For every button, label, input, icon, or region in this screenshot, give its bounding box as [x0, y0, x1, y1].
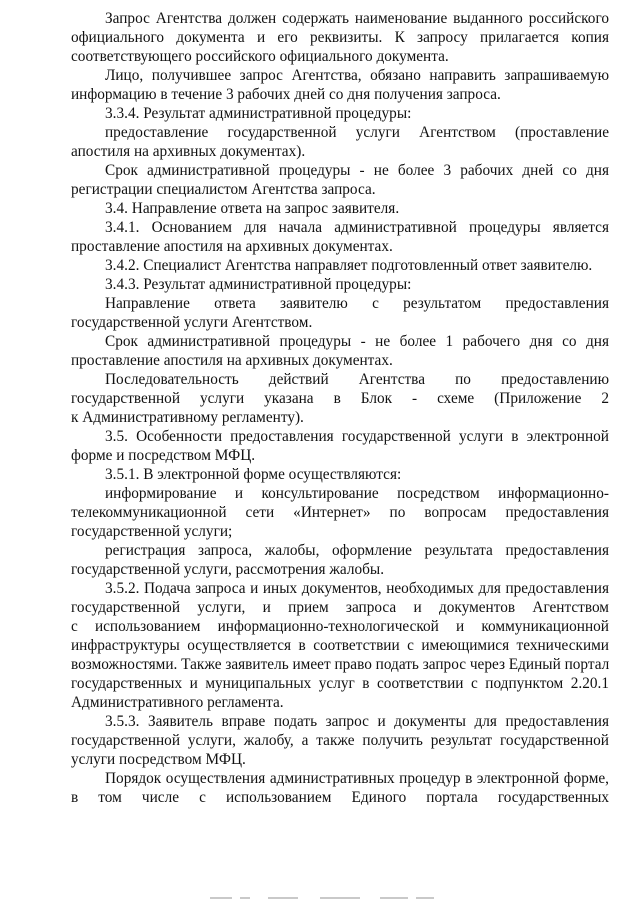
text-line: Последовательность действий Агентства по предоставлению: [105, 371, 609, 388]
text-line: Направление ответа заявителю с результатом предоставления: [105, 295, 609, 312]
text-line: 3.4.1. Основанием для начала административной процедуры является: [105, 219, 609, 236]
text-line: 3.4.2. Специалист Агентства направляет подготовленный ответ заявителю.: [105, 257, 593, 274]
text-line: государственной услуги указана в Блок - схеме (Приложение 2: [71, 390, 609, 407]
text-line: телекоммуникационной сети «Интернет» по вопросам предоставления: [71, 504, 609, 521]
text-line: 3.3.4. Результат административной процедуры:: [105, 105, 412, 122]
text-line: Лицо, получившее запрос Агентства, обязано направить запрашиваемую: [105, 67, 609, 84]
text-line: Административного регламента.: [71, 694, 284, 711]
text-line: Срок административной процедуры - не более 3 рабочих дней со дня: [105, 162, 609, 179]
text-line: услуги посредством МФЦ.: [71, 751, 246, 768]
text-line: 3.5.2. Подача запроса и иных документов, необходимых для предоставления: [105, 580, 609, 597]
text-line: государственной услуги, рассмотрения жалобы.: [71, 561, 385, 578]
text-line: 3.5.3. Заявитель вправе подать запрос и документы для предоставления: [105, 713, 609, 730]
text-line: государственных и муниципальных услуг в соответствии с подпунктом 2.20.1: [71, 675, 609, 692]
text-line: Запрос Агентства должен содержать наименование выданного российского: [105, 10, 609, 27]
text-line: с использованием информационно-технологической и коммуникационной: [71, 618, 609, 635]
text-line: предоставление государственной услуги Агентством (проставление: [105, 124, 609, 141]
text-line: 3.4.3. Результат административной процедуры:: [105, 276, 412, 293]
text-line: государственной услуги, жалобу, а также получить результат государственной: [71, 732, 609, 749]
text-line: информацию в течение 3 рабочих дней со дня получения запроса.: [71, 86, 501, 103]
text-line: официального документа и его реквизиты. К запросу прилагается копия: [71, 29, 609, 46]
text-line: 3.5. Особенности предоставления государственной услуги в электронной: [105, 428, 609, 445]
text-line: апостиля на архивных документах).: [71, 143, 306, 160]
document-body: [71, 9, 609, 807]
text-line: государственной услуги;: [71, 523, 233, 540]
text-line: в том числе с использованием Единого портала государственных: [71, 789, 609, 806]
text-line: инфраструктуры осуществляется в соответствии с имеющимися техническими: [71, 637, 609, 654]
text-line: 3.5.1. В электронной форме осуществляются:: [105, 466, 402, 483]
text-line: государственной услуги, и прием запроса и документов Агентством: [71, 599, 609, 616]
text-line: проставление апостиля на архивных документах.: [71, 352, 393, 369]
text-line: информирование и консультирование посредством информационно-: [105, 485, 609, 502]
text-line: Срок административной процедуры - не более 1 рабочего дня со дня: [105, 333, 609, 350]
text-line: соответствующего российского официального документа.: [71, 48, 449, 65]
text-line: форме и посредством МФЦ.: [71, 447, 256, 464]
text-line: регистрации специалистом Агентства запроса.: [71, 181, 376, 198]
text-line: 3.4. Направление ответа на запрос заявителя.: [105, 200, 400, 217]
text-line: регистрация запроса, жалобы, оформление результата предоставления: [105, 542, 609, 559]
text-line: к Административному регламенту).: [71, 409, 304, 426]
text-line: Порядок осуществления административных процедур в электронной форме,: [105, 770, 609, 787]
text-line: проставление апостиля на архивных документах.: [71, 238, 393, 255]
text-line: государственной услуги Агентством.: [71, 314, 313, 331]
text-line: возможностями. Также заявитель имеет право подать запрос через Единый портал: [71, 656, 609, 673]
scan-edge-marks: [210, 897, 440, 901]
